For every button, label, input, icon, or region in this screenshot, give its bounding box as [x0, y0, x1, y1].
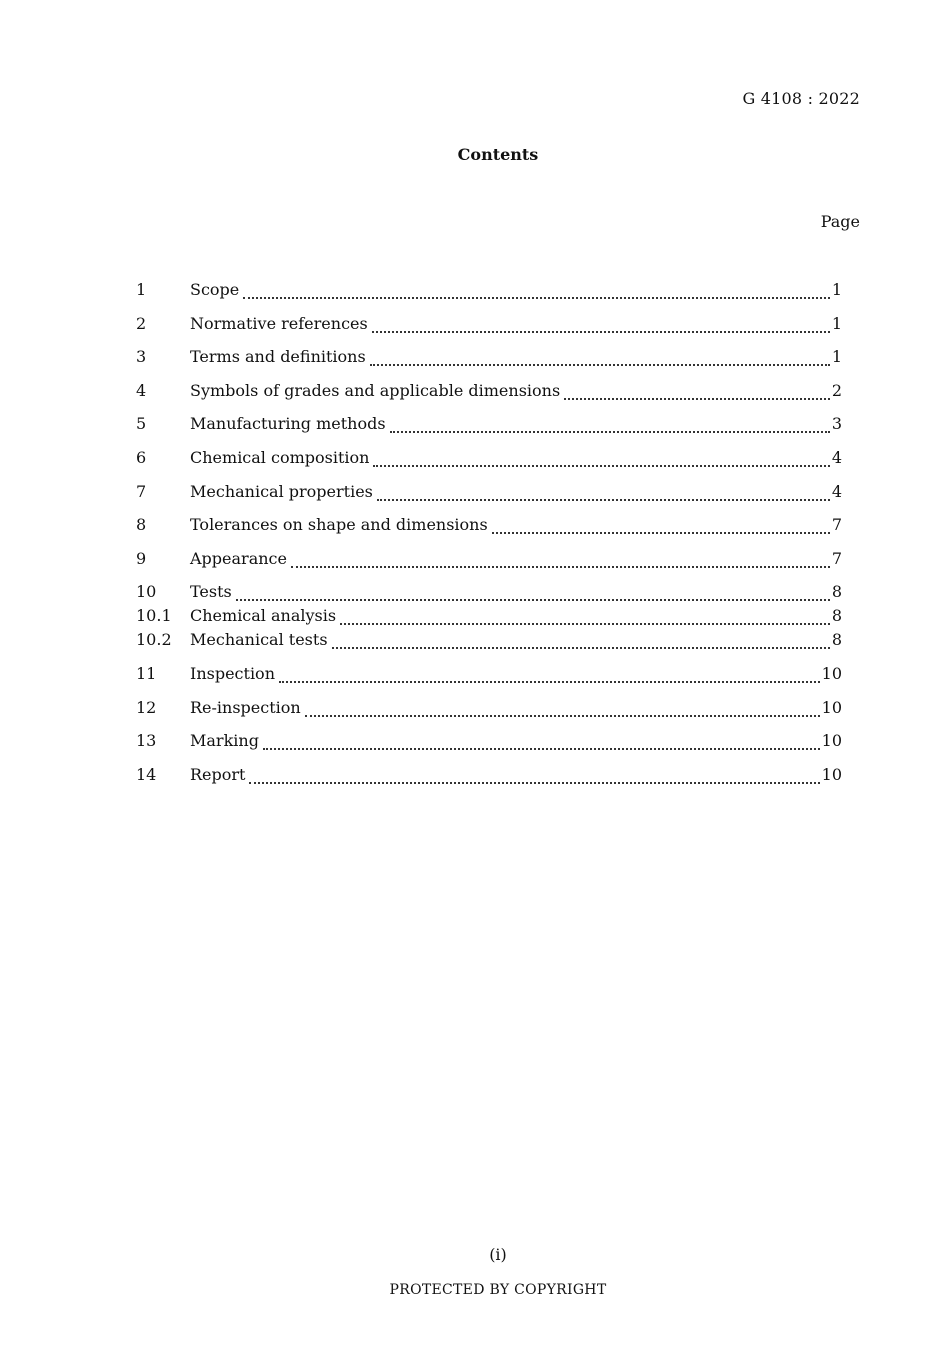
toc-entry-number: 3	[136, 347, 147, 367]
toc-entry-title: Mechanical tests	[190, 630, 328, 650]
dot-leader	[236, 583, 830, 601]
toc-entry-page: 1	[831, 313, 842, 333]
toc-entry-page: 1	[831, 280, 842, 299]
toc-entry-title: Terms and definitions	[190, 347, 366, 367]
toc-entry-page: 4	[831, 481, 842, 501]
toc-entry-title: Tolerances on shape and dimensions	[190, 515, 488, 535]
dot-leader	[492, 516, 830, 534]
toc-entry-number: 4	[136, 380, 147, 400]
toc-entry[interactable]	[136, 728, 842, 752]
dot-leader	[340, 607, 830, 625]
dot-leader	[372, 315, 830, 333]
toc-entry-page: 2	[831, 380, 842, 400]
toc-entry[interactable]	[136, 277, 842, 301]
dot-leader	[305, 699, 820, 717]
page-folio: (i)	[489, 1245, 507, 1264]
page-title: Contents	[457, 145, 539, 164]
toc-entry-number: 1	[136, 280, 147, 299]
toc-entry-title: Inspection	[190, 663, 275, 683]
toc-entry-title: Normative references	[190, 313, 368, 333]
dot-leader	[263, 732, 820, 750]
toc-entry[interactable]	[136, 311, 842, 335]
toc-subentry[interactable]	[136, 627, 842, 651]
toc-entry-number: 5	[136, 414, 147, 434]
toc-entry-title: Scope	[190, 280, 240, 299]
toc-entry-page: 8	[831, 606, 842, 626]
toc-entry-page: 10	[821, 663, 842, 683]
dot-leader	[249, 766, 819, 784]
dot-leader	[279, 665, 820, 683]
dot-leader	[332, 631, 830, 649]
table-of-contents	[136, 277, 842, 786]
toc-entry-title: Chemical analysis	[190, 606, 337, 626]
toc-entry[interactable]	[136, 762, 842, 786]
toc-entry-title: Appearance	[190, 548, 287, 568]
toc-entry-title: Mechanical properties	[190, 481, 373, 501]
toc-entry-page: 10	[821, 731, 842, 751]
toc-entry-title: Marking	[190, 731, 259, 751]
document-id: G 4108 : 2022	[742, 89, 860, 108]
toc-entry[interactable]	[136, 378, 842, 402]
toc-entry-number: 6	[136, 447, 147, 467]
dot-leader	[564, 382, 830, 400]
toc-entry[interactable]	[136, 546, 842, 570]
toc-entry[interactable]	[136, 661, 842, 685]
toc-entry-title: Symbols of grades and applicable dimensions	[190, 380, 561, 400]
toc-entry-page: 1	[831, 347, 842, 367]
toc-entry-number: 10.1	[136, 606, 172, 626]
toc-entry-number: 8	[136, 515, 147, 535]
dot-leader	[370, 348, 830, 366]
toc-entry-number: 10	[136, 582, 157, 602]
toc-entry[interactable]	[136, 479, 842, 503]
toc-entry[interactable]	[136, 579, 842, 603]
toc-entry-title: Re-inspection	[190, 697, 301, 717]
dot-leader	[373, 449, 829, 467]
copyright-notice: PROTECTED BY COPYRIGHT	[389, 1282, 607, 1298]
toc-entry-page: 10	[821, 697, 842, 717]
dot-leader	[243, 281, 830, 299]
toc-entry[interactable]	[136, 695, 842, 719]
toc-entry-page: 8	[831, 630, 842, 650]
toc-entry-number: 10.2	[136, 630, 172, 650]
toc-entry-number: 11	[136, 663, 157, 683]
dot-leader	[291, 550, 830, 568]
toc-entry-page: 10	[821, 764, 842, 784]
toc-entry-title: Manufacturing methods	[190, 414, 386, 434]
toc-entry-page: 8	[831, 582, 842, 602]
toc-entry-page: 7	[831, 515, 842, 535]
toc-entry[interactable]	[136, 344, 842, 368]
toc-entry[interactable]	[136, 512, 842, 536]
toc-entry-page: 4	[831, 447, 842, 467]
toc-entry-number: 2	[136, 313, 147, 333]
toc-entry[interactable]	[136, 411, 842, 435]
toc-entry[interactable]	[136, 445, 842, 469]
dot-leader	[390, 415, 830, 433]
toc-entry-page: 7	[831, 548, 842, 568]
toc-entry-title: Report	[190, 764, 246, 784]
toc-entry-number: 14	[136, 764, 157, 784]
dot-leader	[377, 483, 830, 501]
toc-entry-number: 13	[136, 731, 157, 751]
toc-entry-number: 7	[136, 481, 147, 501]
toc-entry-number: 12	[136, 697, 157, 717]
toc-entry-title: Chemical composition	[190, 447, 370, 467]
page-column-label: Page	[820, 212, 860, 231]
toc-entry-title: Tests	[190, 582, 232, 602]
toc-entry-page: 3	[831, 414, 842, 434]
toc-entry-number: 9	[136, 548, 147, 568]
toc-subentry[interactable]	[136, 603, 842, 627]
